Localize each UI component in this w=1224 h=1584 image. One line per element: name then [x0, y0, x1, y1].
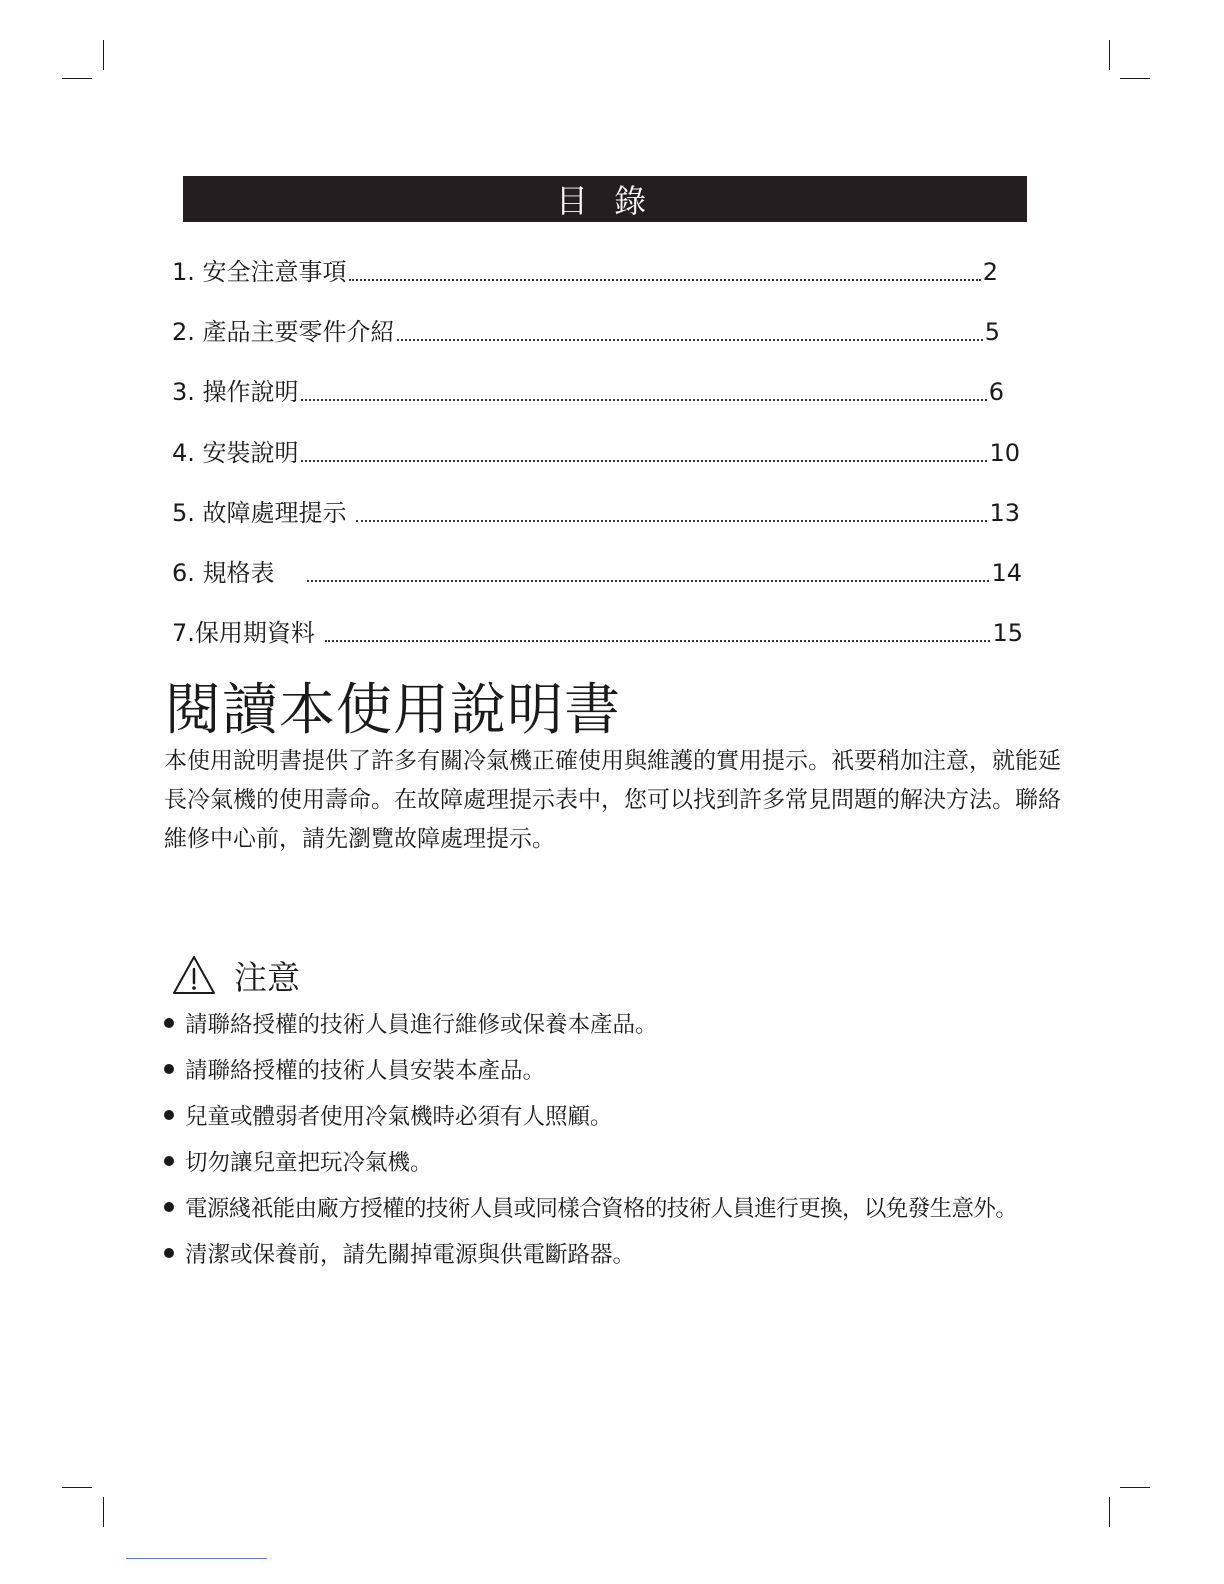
toc-entry-number: 3.	[172, 378, 203, 406]
list-item	[164, 1138, 1017, 1184]
bullet-icon	[164, 1018, 174, 1028]
read-manual-heading: 閱讀本使用說明書	[165, 678, 621, 743]
crop-mark	[103, 1497, 104, 1527]
crop-mark	[1120, 78, 1150, 79]
intro-paragraph: 本使用說明書提供了許多有關冷氣機正確使用與維護的實用提示。祇要稍加注意，就能延長冷氣機的使用壽命。在故障處理提示表中，您可以找到許多常見問題的解決方法。聯絡維修中心前，請先瀏覽故障處理提示。	[164, 748, 1061, 852]
footer-rule	[126, 1558, 267, 1559]
toc-leader-dots	[356, 520, 987, 522]
crop-mark	[103, 40, 104, 70]
toc-leader-dots	[307, 580, 989, 582]
list-item-text: 請聯絡授權的技術人員進行維修或保養本產品。	[185, 1012, 658, 1038]
notice-title: 注意	[234, 957, 300, 997]
toc-entry-title: 操作說明	[202, 378, 299, 406]
toc-leader-dots	[349, 279, 981, 281]
crop-mark	[1120, 1487, 1150, 1488]
list-item	[164, 1184, 1017, 1230]
toc-entry-title: 安全注意事項	[202, 258, 347, 286]
bullet-icon	[164, 1248, 174, 1258]
crop-mark	[1109, 40, 1110, 70]
toc-entry[interactable]	[172, 437, 1020, 469]
list-item	[164, 1046, 1017, 1092]
toc-entry-title: 保用期資料	[194, 619, 323, 647]
list-item	[164, 1000, 1017, 1046]
toc-entry-page: 15	[992, 619, 1023, 647]
toc-entry[interactable]	[172, 557, 1022, 589]
toc-entry-number: 7.	[172, 619, 195, 647]
toc-entry-page: 10	[989, 439, 1020, 467]
list-item	[164, 1092, 1017, 1138]
toc-entry[interactable]	[172, 497, 1020, 529]
crop-mark	[62, 1487, 92, 1488]
toc-entry[interactable]	[172, 316, 1000, 348]
bullet-icon	[164, 1202, 174, 1212]
toc-entry-page: 5	[984, 318, 1000, 346]
toc-entry-title: 產品主要零件介紹	[202, 318, 395, 346]
toc-entry[interactable]	[172, 376, 1004, 408]
list-item-text: 電源綫祇能由廠方授權的技術人員或同樣合資格的技術人員進行更換，以免發生意外。	[185, 1196, 1018, 1222]
toc-leader-dots	[325, 640, 991, 642]
toc-entry[interactable]	[172, 256, 998, 288]
toc-entry-page: 14	[991, 559, 1022, 587]
bullet-icon	[164, 1110, 174, 1120]
toc-entry[interactable]	[172, 617, 1023, 649]
list-item	[164, 1230, 1017, 1276]
toc-entry-page: 2	[982, 258, 998, 286]
list-item-text: 清潔或保養前，請先關掉電源與供電斷路器。	[185, 1242, 636, 1268]
toc-leader-dots	[301, 460, 988, 462]
bullet-icon	[164, 1156, 174, 1166]
toc-entry-number: 5.	[172, 499, 203, 527]
notice-header	[172, 950, 300, 1000]
list-item-text: 請聯絡授權的技術人員安裝本產品。	[185, 1058, 546, 1084]
toc-entry-title: 規格表	[202, 559, 306, 587]
toc-entry-title: 安裝說明	[202, 439, 299, 467]
toc-heading: 目 錄	[183, 176, 1027, 222]
list-item-text: 切勿讓兒童把玩冷氣機。	[185, 1150, 433, 1176]
toc-entry-number: 1.	[172, 258, 203, 286]
toc-entry-number: 4.	[172, 439, 203, 467]
warning-triangle-icon	[172, 954, 216, 996]
list-item-text: 兒童或體弱者使用冷氣機時必須有人照顧。	[185, 1104, 613, 1130]
toc-entry-page: 6	[988, 378, 1004, 406]
toc-entry-page: 13	[989, 499, 1020, 527]
notice-list	[164, 1000, 1017, 1276]
bullet-icon	[164, 1064, 174, 1074]
crop-mark	[1109, 1497, 1110, 1527]
toc-entry-title: 故障處理提示	[202, 499, 355, 527]
toc-entry-number: 2.	[172, 318, 203, 346]
crop-mark	[62, 78, 92, 79]
toc-leader-dots	[301, 399, 987, 401]
toc-leader-dots	[397, 339, 983, 341]
toc-entry-number: 6.	[172, 559, 203, 587]
